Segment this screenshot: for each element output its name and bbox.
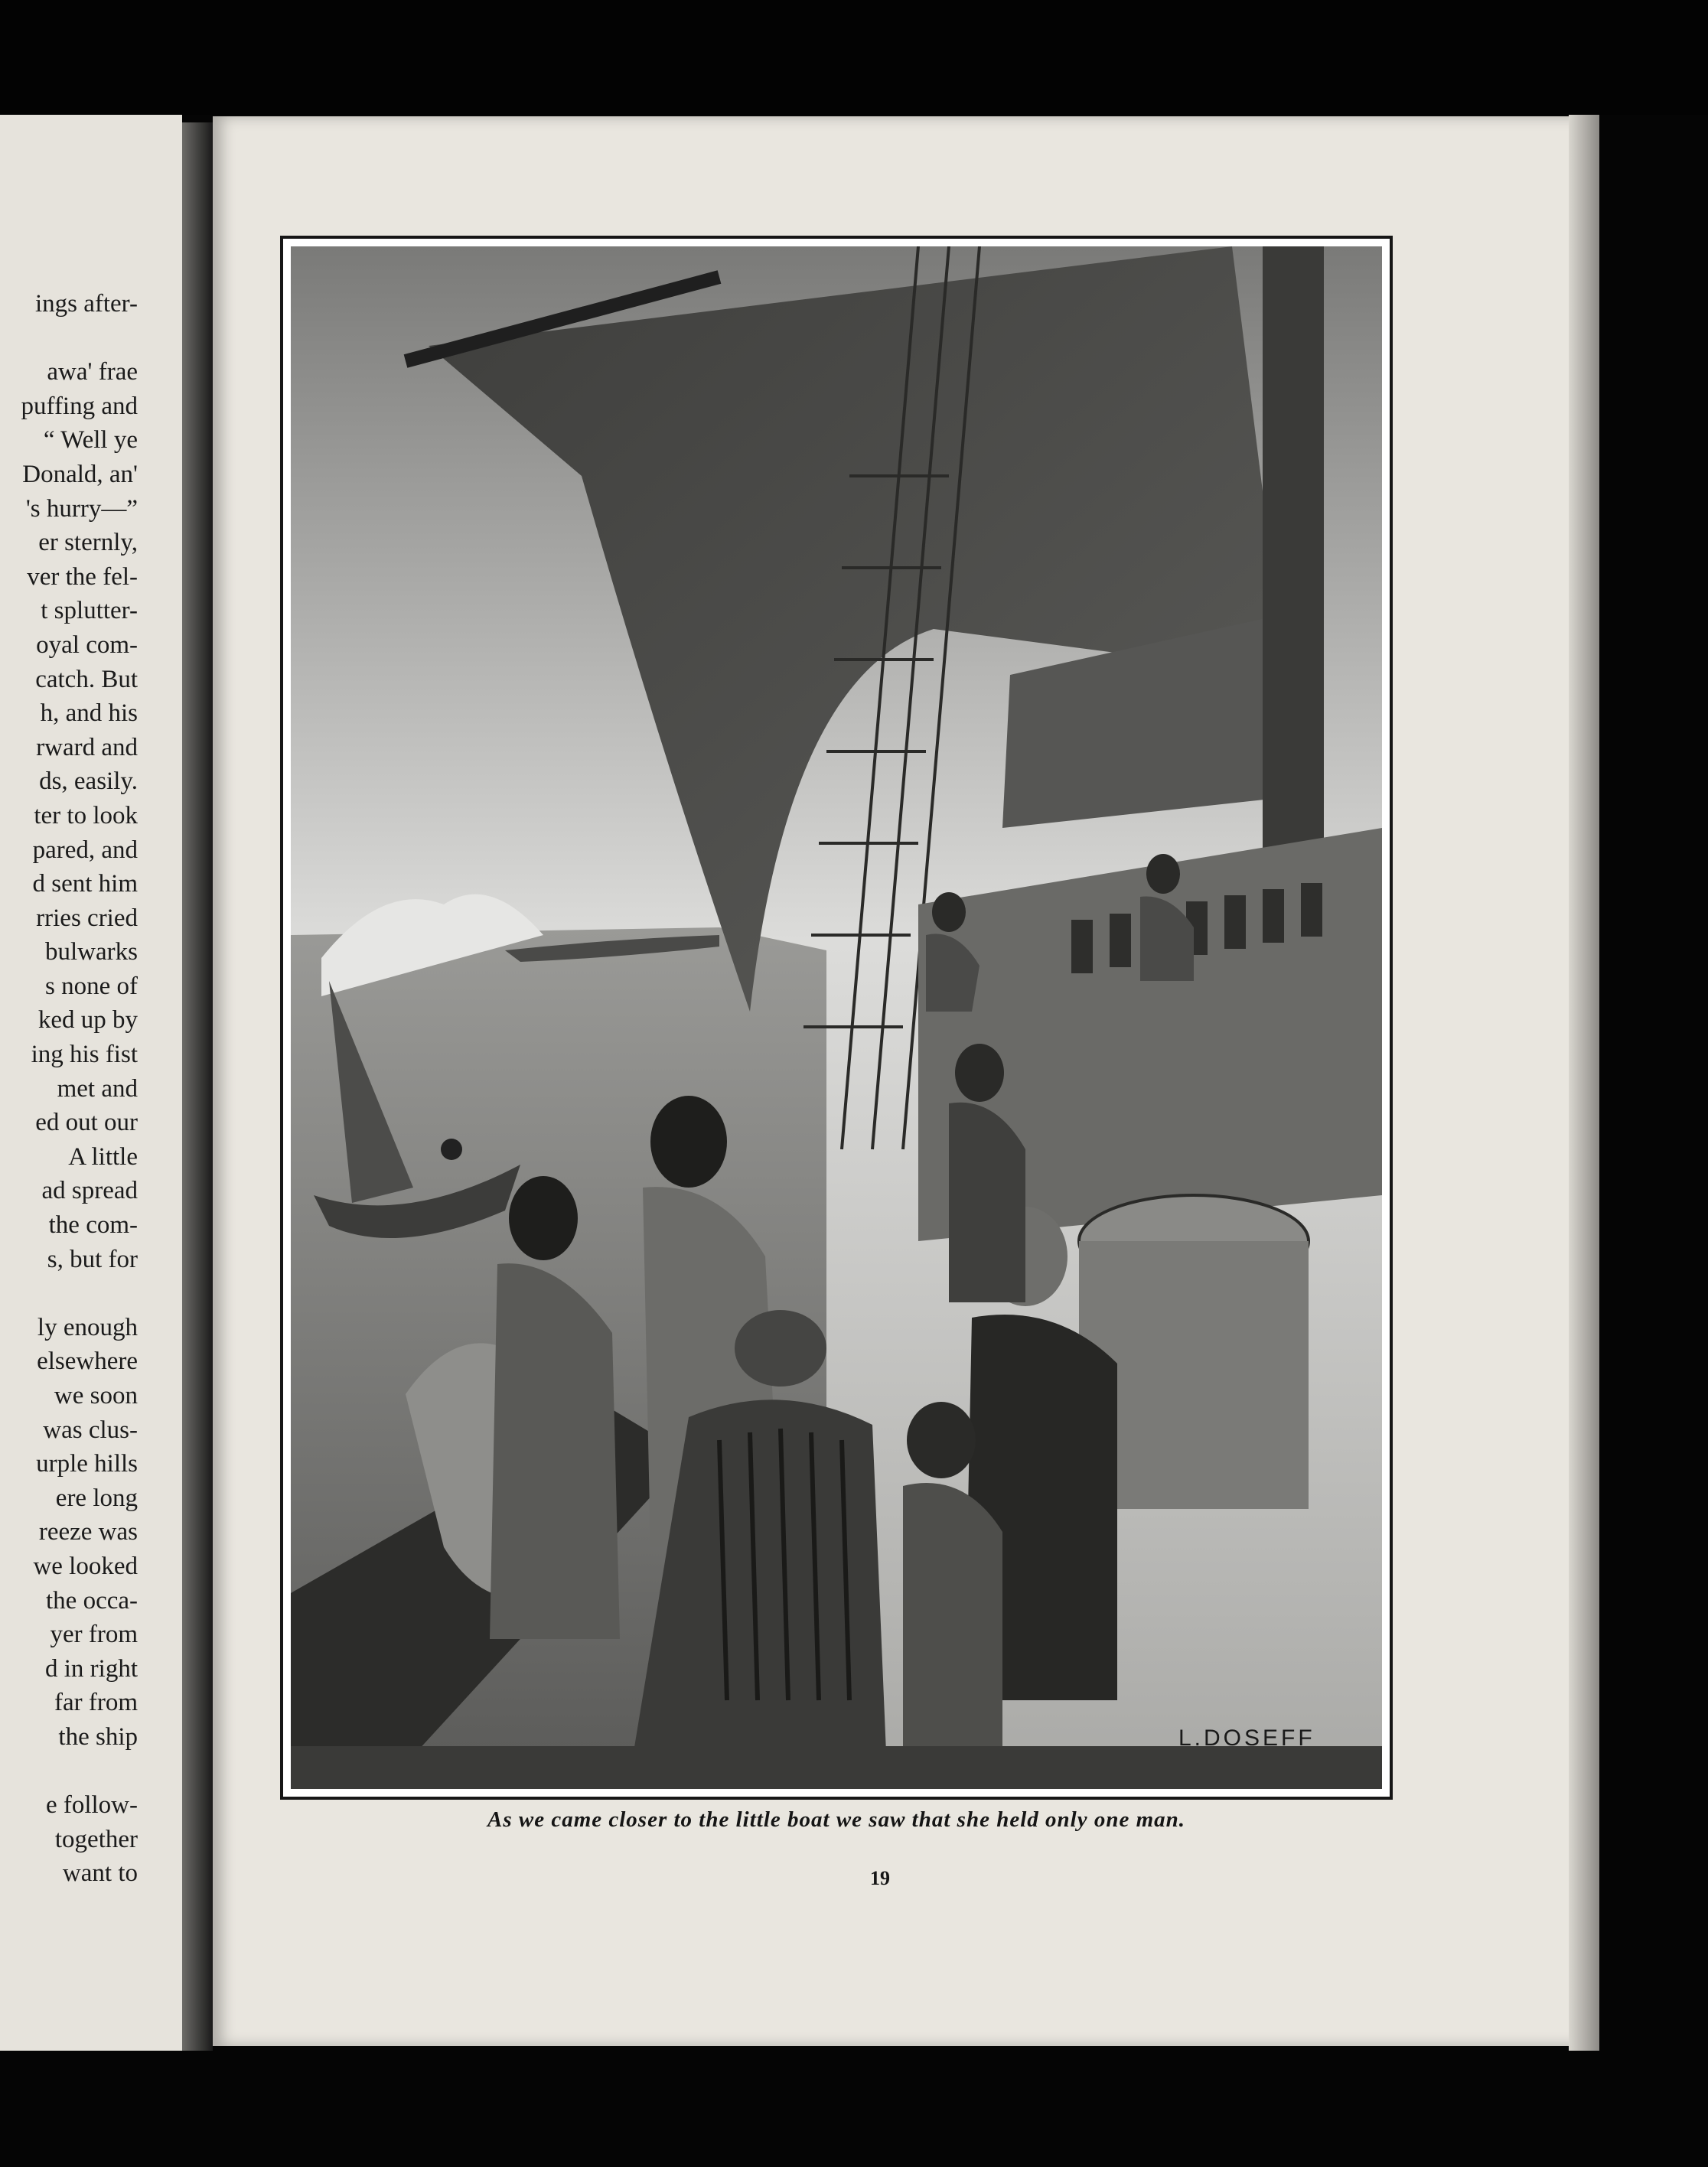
page-number: 19	[870, 1867, 890, 1889]
left-text-line: rries cried	[36, 904, 138, 932]
left-text-line: Donald, an'	[22, 460, 138, 488]
left-text-line: awa' frae	[47, 358, 138, 386]
left-text-line: the ship	[58, 1722, 138, 1751]
left-text-line: t splutter-	[41, 597, 138, 625]
left-text-line: ad spread	[41, 1177, 138, 1205]
left-text-line: ed out our	[35, 1109, 138, 1137]
mast	[1263, 246, 1324, 859]
left-text-line: ter to look	[34, 801, 138, 829]
left-text-line: ked up by	[37, 1006, 138, 1035]
left-text-line: rward and	[36, 733, 138, 761]
left-text-line: er sternly,	[38, 529, 138, 557]
left-text-line: oyal com-	[36, 631, 138, 659]
left-page-text	[0, 287, 138, 1891]
book-gutter	[182, 122, 213, 2051]
deck	[291, 1746, 1382, 1789]
boatman	[441, 1139, 462, 1160]
left-text-line: catch. But	[35, 665, 138, 693]
left-text-line: ds, easily.	[39, 767, 138, 796]
left-page	[0, 115, 182, 2051]
left-text-line: pared, and	[32, 836, 138, 864]
left-text-line: e follow-	[45, 1791, 138, 1820]
left-text-line: the com-	[48, 1211, 138, 1240]
left-text-line: urple hills	[36, 1450, 138, 1478]
left-text-line: ing his fist	[31, 1041, 138, 1069]
illustration-frame	[280, 236, 1393, 1800]
illustrator-signature: L.DOSEFF	[1178, 1725, 1315, 1751]
left-text-line: h, and his	[40, 699, 138, 728]
left-text-line	[0, 321, 138, 356]
left-text-line: d in right	[45, 1654, 138, 1683]
left-text-line: s, but for	[47, 1245, 138, 1273]
left-text-line: far from	[54, 1689, 138, 1717]
left-text-line: yer from	[50, 1621, 138, 1649]
left-text-line: together	[54, 1825, 138, 1853]
left-text-line: s none of	[45, 972, 138, 1000]
page-edge	[1569, 115, 1599, 2051]
left-text-line: ings after-	[34, 290, 138, 318]
left-text-line: reeze was	[38, 1518, 138, 1546]
left-text-line: ly enough	[37, 1313, 138, 1341]
left-text-line: “ Well ye	[43, 426, 138, 455]
left-text-line: d sent him	[32, 870, 138, 898]
left-text-line	[0, 1755, 138, 1789]
left-text-line: the occa-	[46, 1586, 138, 1615]
left-text-line: want to	[62, 1859, 138, 1888]
scan-background-top	[0, 0, 1708, 115]
left-text-line	[0, 1276, 138, 1311]
left-text-line: elsewhere	[37, 1347, 138, 1376]
left-text-line: A little	[68, 1142, 138, 1171]
left-text-line: puffing and	[21, 392, 138, 420]
left-text-line: bulwarks	[45, 938, 138, 966]
left-text-line: met and	[57, 1074, 138, 1103]
left-text-line: was clus-	[43, 1416, 138, 1444]
left-text-line: ere long	[55, 1484, 138, 1512]
left-text-line: 's hurry—”	[25, 494, 138, 523]
left-text-line: we looked	[33, 1552, 138, 1580]
left-text-line: ver the fel-	[27, 562, 138, 591]
left-text-line: we soon	[54, 1382, 138, 1409]
ship-deck-illustration	[291, 246, 1382, 1789]
illustration-caption: As we came closer to the little boat we saw that she held only one man.	[487, 1807, 1185, 1832]
